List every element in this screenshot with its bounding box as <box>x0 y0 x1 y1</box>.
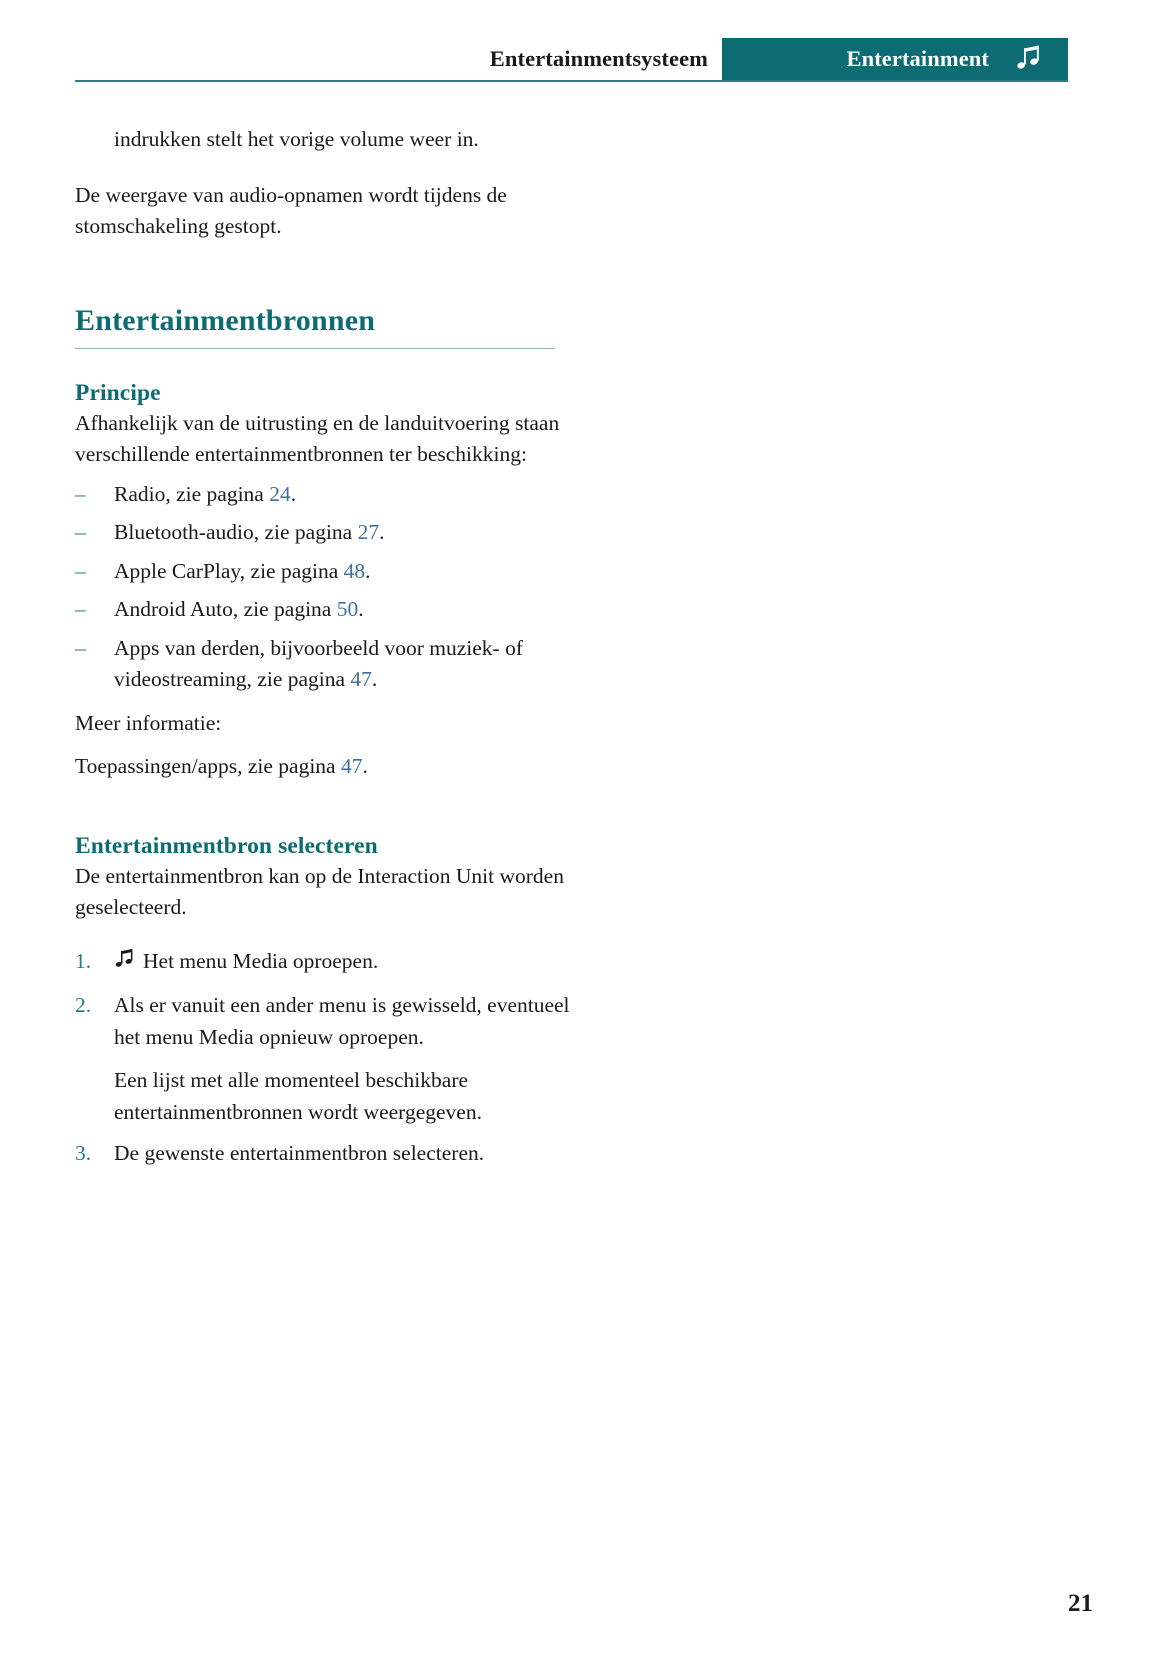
principe-intro-paragraph: Afhankelijk van de uitrusting en de landuitvoering staan verschillende entertainmentbronnen ter beschikking: <box>75 410 560 466</box>
list-item <box>75 990 575 1053</box>
more-info-text: Toepassingen/apps, zie pagina <box>75 754 341 778</box>
paragraph-playback-stopped: De weergave van audio-opnamen wordt tijdens de stomschakeling gestopt. <box>75 182 507 238</box>
header-divider-rule <box>75 80 1068 82</box>
page-reference-link[interactable]: 27 <box>357 520 380 544</box>
entertainment-sources-list <box>75 479 575 696</box>
list-item <box>75 946 575 981</box>
heading-rule <box>75 348 555 349</box>
step-result-note: Een lijst met alle momenteel beschikbare entertainmentbronnen wordt weergegeven. <box>114 1068 482 1124</box>
select-intro-paragraph: De entertainmentbron kan op de Interaction Unit worden geselecteerd. <box>75 863 564 919</box>
page-reference-link[interactable]: 47 <box>350 667 372 691</box>
section-heading-block <box>75 303 575 349</box>
step-number: 3. <box>75 1141 92 1165</box>
list-item-label: Radio, zie pagina <box>114 481 270 506</box>
page-content <box>75 112 575 1170</box>
heading-entertainmentbronnen: Entertainmentbronnen <box>75 303 376 337</box>
step-number: 2. <box>75 993 92 1017</box>
list-item-label: Apps van derden, bijvoorbeeld voor muziek- of videostreaming, zie pagina <box>114 635 523 691</box>
list-item-suffix: . <box>290 481 297 506</box>
step-label: De gewenste entertainmentbron selecteren. <box>114 1141 485 1165</box>
step-number: 1. <box>75 948 92 973</box>
step-label: Als er vanuit een ander menu is gewisseld, eventueel het menu Media opnieuw oproepen. <box>114 993 570 1049</box>
list-item-suffix: . <box>365 558 371 583</box>
step-note-wrapper <box>75 1065 575 1128</box>
dash-marker: – <box>75 597 86 621</box>
list-item-text <box>114 556 575 588</box>
list-item-suffix: . <box>371 667 378 691</box>
list-item <box>75 479 575 511</box>
more-info-label: Meer informatie: <box>75 710 222 735</box>
select-steps-list <box>75 946 575 1170</box>
page-reference-link[interactable]: 47 <box>340 754 363 778</box>
music-note-icon <box>1007 44 1051 74</box>
heading-entertainmentbron-selecteren: Entertainmentbron selecteren <box>75 832 378 859</box>
list-item-label: Apple CarPlay, zie pagina <box>114 558 344 583</box>
page-reference-link[interactable]: 48 <box>343 558 366 583</box>
page-reference-link[interactable]: 24 <box>269 481 291 506</box>
dash-marker: – <box>75 481 86 506</box>
chapter-tab-label: Entertainment <box>846 46 989 71</box>
dash-marker: – <box>75 558 86 583</box>
step-label: Het menu Media oproepen. <box>143 948 379 973</box>
list-item-text <box>114 594 575 626</box>
more-info-reference <box>75 751 575 783</box>
list-item <box>75 1138 575 1170</box>
step-text <box>114 946 575 981</box>
list-item <box>75 556 575 588</box>
list-item-suffix: . <box>358 597 364 621</box>
chapter-tab <box>722 38 1068 80</box>
continued-paragraph: indrukken stelt het vorige volume weer in. <box>114 127 479 151</box>
page-number: 21 <box>1068 1590 1093 1617</box>
dash-marker: – <box>75 520 86 544</box>
list-item-text <box>114 479 575 511</box>
page-header <box>0 0 1165 86</box>
section-title: Entertainmentsysteem <box>489 46 708 71</box>
list-item-text <box>114 517 575 549</box>
list-item-label: Bluetooth-audio, zie pagina <box>114 520 358 544</box>
list-item-suffix: . <box>379 520 385 544</box>
list-item <box>75 517 575 549</box>
music-note-icon <box>114 948 136 981</box>
list-item-label: Android Auto, zie pagina <box>114 597 337 621</box>
header-row <box>75 38 1068 80</box>
heading-principe: Principe <box>75 379 161 406</box>
list-item-text <box>114 633 575 696</box>
list-item <box>75 633 575 696</box>
page-reference-link[interactable]: 50 <box>336 597 359 621</box>
list-item <box>75 594 575 626</box>
more-info-suffix: . <box>362 754 368 778</box>
dash-marker: – <box>75 635 86 660</box>
